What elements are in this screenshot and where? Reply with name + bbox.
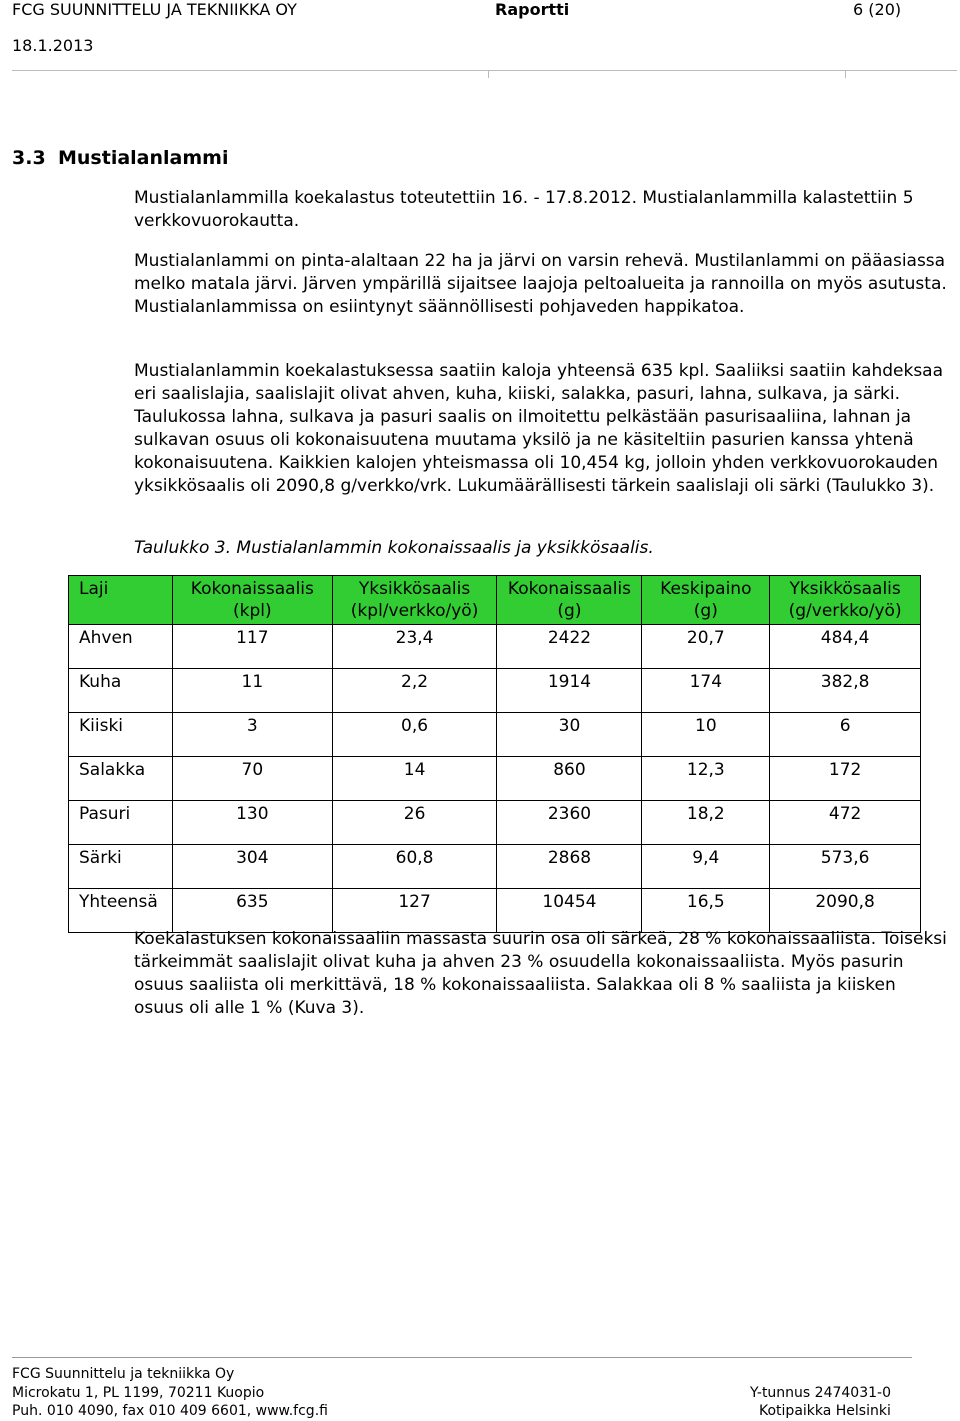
table-row — [69, 889, 921, 933]
table-cell: 10 — [642, 713, 770, 757]
table-header-line — [79, 600, 162, 622]
table-cell: 2090,8 — [770, 889, 921, 933]
table-cell: 304 — [172, 845, 332, 889]
table-row — [69, 757, 921, 801]
footer-business-id: Y-tunnus 2474031-0 — [750, 1385, 891, 1401]
header-rule — [12, 70, 957, 71]
table-row — [69, 669, 921, 713]
header-date: 18.1.2013 — [12, 36, 94, 55]
header-rule-tick — [845, 70, 846, 78]
table-cell: 635 — [172, 889, 332, 933]
table-cell: 484,4 — [770, 625, 921, 669]
header-page-number: 6 (20) — [853, 0, 902, 19]
table-cell: 11 — [172, 669, 332, 713]
table-cell: 382,8 — [770, 669, 921, 713]
table-header-line: Keskipaino — [660, 579, 752, 599]
footer-domicile: Kotipaikka Helsinki — [759, 1403, 891, 1419]
table-cell: 472 — [770, 801, 921, 845]
table-header-line: Yksikkösaalis — [789, 579, 901, 599]
table-cell: 60,8 — [332, 845, 497, 889]
table-header-cell — [172, 576, 332, 625]
footer-phone: Puh. 010 4090, fax 010 409 6601, www.fcg.fi — [12, 1403, 328, 1419]
table-cell: 23,4 — [332, 625, 497, 669]
table-header-line: Laji — [79, 579, 109, 599]
table-caption: Taulukko 3. Mustialanlammin kokonaissaalis ja yksikkösaalis. — [134, 538, 654, 558]
table-header-row — [69, 576, 921, 625]
table-header-line: Kokonaissaalis — [190, 579, 314, 599]
table-header-cell — [69, 576, 173, 625]
table-cell: 172 — [770, 757, 921, 801]
table-cell: 2360 — [497, 801, 642, 845]
table-cell: 127 — [332, 889, 497, 933]
table-row-label: Ahven — [69, 625, 173, 669]
table-cell: 70 — [172, 757, 332, 801]
table-cell: 3 — [172, 713, 332, 757]
table-cell: 2422 — [497, 625, 642, 669]
table-header-line: (kpl) — [233, 601, 272, 621]
table-header-line: Yksikkösaalis — [358, 579, 471, 599]
table-header-line: (g) — [557, 601, 582, 621]
paragraph-4: Koekalastuksen kokonaissaaliin massasta suurin osa oli särkeä, 28 % kokonaissaaliista. Toiseksi tärkeimmät saalislajit olivat kuha ja ahven 23 % osuudella kokonaissaaliista. Myös pasurin osuus saaliista oli merkittävä, 18 % kokonaissaaliista. Salakkaa oli 8 % saaliista ja kiisken osuus oli alle 1 % (Kuva 3). — [134, 929, 947, 1018]
table-header-cell — [770, 576, 921, 625]
table-row — [69, 801, 921, 845]
table-cell: 573,6 — [770, 845, 921, 889]
header-company: FCG SUUNNITTELU JA TEKNIIKKA OY — [12, 0, 297, 19]
table-cell: 14 — [332, 757, 497, 801]
table-row-label: Kuha — [69, 669, 173, 713]
table-cell: 30 — [497, 713, 642, 757]
table-cell: 16,5 — [642, 889, 770, 933]
paragraph-1: Mustialanlammilla koekalastus toteutettiin 16. - 17.8.2012. Mustialanlammilla kalastettiin 5 verkkovuorokautta. — [134, 188, 914, 231]
table-cell: 130 — [172, 801, 332, 845]
section-number: 3.3 — [12, 147, 46, 169]
paragraph-3: Mustialanlammin koekalastuksessa saatiin kaloja yhteensä 635 kpl. Saaliiksi saatiin kahdeksaa eri saalislajia, saalislajit olivat ahven, kuha, kiiski, salakka, pasuri, lahna, sulkava, ja särki. Taulukossa lahna, sulkava ja pasuri saalis on ilmoitettu pelkästään pasurisaaliina, lahnan ja sulkavan osuus oli kokonaisuutena muutama yksilö ja ne käsiteltiin pasurien kanssa yhtenä kokonaisuutena. Kaikkien kalojen yhteismassa oli 10,454 kg, jolloin yhden verkkovuorokauden yksikkösaalis oli 2090,8 g/verkko/vrk. Lukumäärällisesti tärkein saalislaji oli särki (Taulukko 3). — [134, 361, 944, 496]
table-row-label: Kiiski — [69, 713, 173, 757]
header-rule-tick — [488, 70, 489, 78]
table-header-cell — [497, 576, 642, 625]
table-cell: 12,3 — [642, 757, 770, 801]
footer-company: FCG Suunnittelu ja tekniikka Oy — [12, 1366, 235, 1382]
table-header-cell — [332, 576, 497, 625]
table-row-label: Salakka — [69, 757, 173, 801]
table-cell: 9,4 — [642, 845, 770, 889]
table-cell: 0,6 — [332, 713, 497, 757]
footer-rule — [12, 1357, 912, 1358]
section-heading — [12, 146, 228, 170]
paragraph-2: Mustialanlammi on pinta-alaltaan 22 ha ja järvi on varsin rehevä. Mustilanlammi on pääasiassa melko matala järvi. Järven ympärillä sijaitsee laajoja peltoalueita ja rannoilla on myös asutusta. Mustialanlammissa on esiintynyt säännöllisesti pohjaveden happikatoa. — [134, 251, 947, 317]
table-row-label: Särki — [69, 845, 173, 889]
table-cell: 1914 — [497, 669, 642, 713]
table-cell: 174 — [642, 669, 770, 713]
table-header-cell — [642, 576, 770, 625]
catch-table — [68, 575, 921, 933]
table-header-line: (g) — [693, 601, 718, 621]
table-cell: 2868 — [497, 845, 642, 889]
table-header-line: Kokonaissaalis — [507, 579, 631, 599]
table-row — [69, 625, 921, 669]
table-cell: 6 — [770, 713, 921, 757]
table-header-line: (kpl/verkko/yö) — [350, 601, 479, 621]
table-row-label: Yhteensä — [69, 889, 173, 933]
table-cell: 2,2 — [332, 669, 497, 713]
table-cell: 117 — [172, 625, 332, 669]
table-cell: 10454 — [497, 889, 642, 933]
table-cell: 860 — [497, 757, 642, 801]
table-row — [69, 713, 921, 757]
section-title: Mustialanlammi — [58, 147, 229, 169]
table-cell: 18,2 — [642, 801, 770, 845]
table-header-line: (g/verkko/yö) — [788, 601, 902, 621]
header-doc-type: Raportti — [495, 0, 570, 19]
table-row — [69, 845, 921, 889]
footer-address: Microkatu 1, PL 1199, 70211 Kuopio — [12, 1385, 265, 1401]
table-cell: 20,7 — [642, 625, 770, 669]
table-cell: 26 — [332, 801, 497, 845]
table-row-label: Pasuri — [69, 801, 173, 845]
